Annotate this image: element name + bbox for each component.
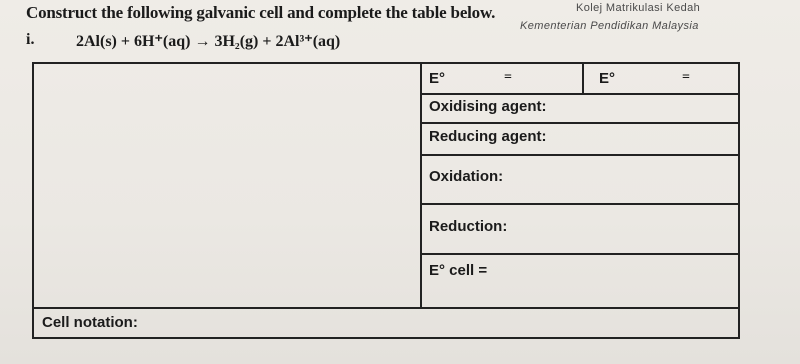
row-divider — [420, 122, 740, 124]
eo-right-equals: = — [682, 70, 690, 85]
table-divider-vertical — [420, 64, 422, 309]
eo-left-label: E° — [429, 70, 446, 87]
oxidising-agent-label: Oxidising agent: — [429, 98, 547, 115]
row-divider — [420, 203, 740, 205]
question-number: i. — [26, 31, 35, 48]
watermark-ministry: Kementerian Pendidikan Malaysia — [520, 20, 699, 32]
cell-diagram-area — [34, 64, 420, 309]
galvanic-cell-table — [32, 62, 740, 339]
reduction-label: Reduction: — [429, 218, 508, 235]
reaction-equation: 2Al(s) + 6H⁺(aq) → 3H₂(g) + 2Al³⁺(aq) — [76, 33, 341, 50]
eo-right-label: E° — [599, 70, 616, 87]
watermark-college: Kolej Matrikulasi Kedah — [576, 2, 701, 14]
instruction-text: Construct the following galvanic cell and complete the table below. — [26, 3, 496, 22]
cell-notation-label: Cell notation: — [42, 314, 138, 331]
ecell-label: E° cell = — [429, 262, 488, 279]
row-divider — [420, 154, 740, 156]
cell-notation-divider — [34, 307, 740, 309]
oxidation-label: Oxidation: — [429, 168, 504, 185]
row-divider — [420, 93, 740, 95]
row-divider — [420, 253, 740, 255]
eo-cell-divider — [582, 64, 584, 93]
reducing-agent-label: Reducing agent: — [429, 128, 547, 145]
eo-left-equals: = — [504, 70, 512, 85]
